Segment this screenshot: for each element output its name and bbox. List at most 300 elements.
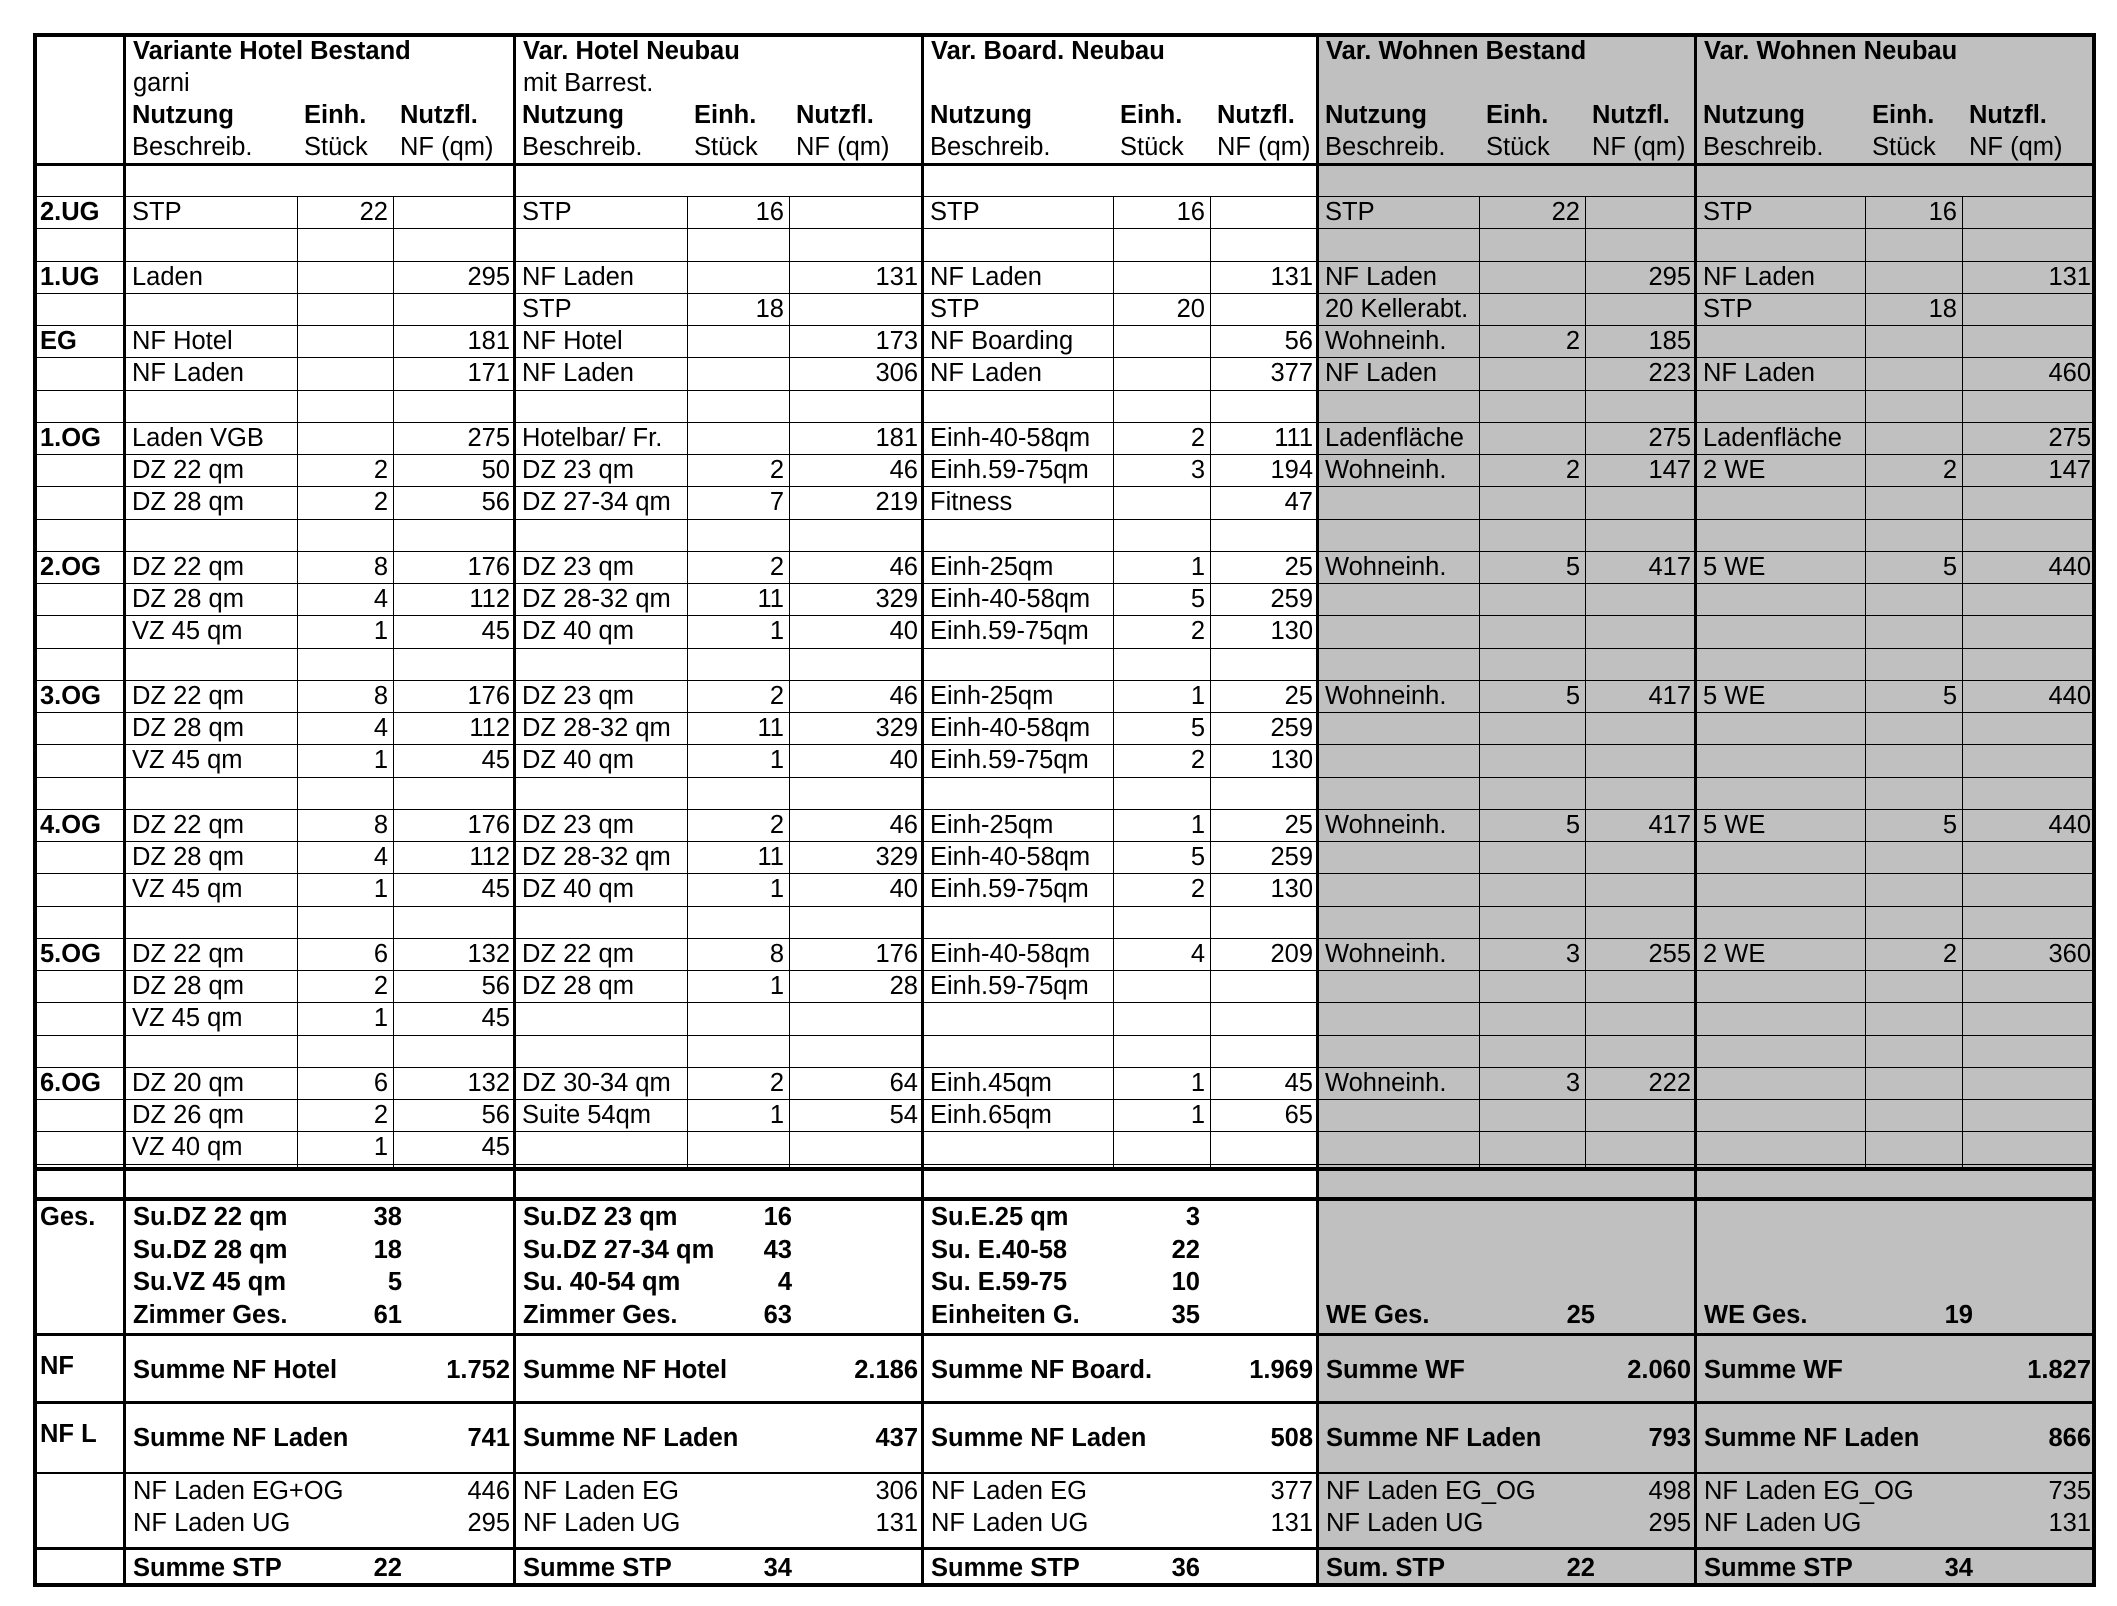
area-cell bbox=[393, 196, 515, 228]
units-cell bbox=[297, 1035, 393, 1067]
area-cell: 40 bbox=[889, 617, 918, 646]
grid-line bbox=[123, 33, 126, 1587]
units-cell: 11 bbox=[757, 843, 784, 871]
units-cell: 11 bbox=[757, 714, 784, 742]
usage-cell: Einh.65qm bbox=[930, 1101, 1052, 1129]
units-cell bbox=[1865, 390, 1962, 422]
area-cell bbox=[789, 648, 923, 680]
total-label: Zimmer Ges. bbox=[523, 1300, 678, 1329]
area-cell bbox=[393, 906, 515, 938]
floor-label bbox=[35, 583, 123, 615]
usage-cell: NF Laden bbox=[522, 359, 634, 388]
grid-line bbox=[33, 615, 2096, 616]
laden-sum-label: Summe NF Laden bbox=[1704, 1424, 1920, 1452]
area-cell: 28 bbox=[889, 972, 918, 1000]
grid-line bbox=[33, 293, 2096, 294]
units-cell: 4 bbox=[373, 714, 388, 742]
units-cell: 5 bbox=[1565, 681, 1580, 710]
usage-cell: 5 WE bbox=[1703, 552, 1766, 581]
total-label: WE Ges. bbox=[1704, 1300, 1808, 1329]
total-value: 63 bbox=[763, 1300, 792, 1329]
total-value: 4 bbox=[777, 1268, 792, 1296]
area-cell: 131 bbox=[1270, 262, 1313, 291]
usage-cell bbox=[517, 906, 687, 938]
usage-cell: 5 WE bbox=[1703, 681, 1766, 710]
total-label: Su.DZ 27-34 qm bbox=[523, 1235, 715, 1264]
total-label: Su.VZ 45 qm bbox=[133, 1268, 287, 1296]
area-cell: 417 bbox=[1648, 681, 1691, 710]
floor-label bbox=[35, 648, 123, 680]
laden-detail-value: 446 bbox=[467, 1477, 510, 1505]
units-cell bbox=[1865, 906, 1962, 938]
units-cell bbox=[1479, 744, 1585, 776]
units-cell bbox=[687, 906, 789, 938]
floor-label bbox=[35, 841, 123, 873]
laden-detail-value: 735 bbox=[2048, 1477, 2091, 1505]
area-cell bbox=[1210, 519, 1318, 551]
grid-line bbox=[789, 196, 790, 1167]
units-cell bbox=[1113, 1002, 1210, 1034]
units-cell bbox=[1865, 873, 1962, 905]
area-cell: 440 bbox=[2048, 681, 2091, 710]
usage-cell bbox=[1320, 970, 1479, 1002]
area-cell bbox=[1962, 1035, 2096, 1067]
area-cell: 171 bbox=[467, 359, 510, 388]
stp-sum-label: Summe STP bbox=[1704, 1554, 1853, 1582]
units-cell bbox=[1479, 390, 1585, 422]
units-cell: 5 bbox=[1942, 681, 1957, 710]
usage-cell bbox=[1320, 873, 1479, 905]
area-cell: 45 bbox=[481, 1004, 510, 1033]
area-cell: 147 bbox=[1648, 456, 1691, 484]
grid-line bbox=[1694, 33, 1697, 1587]
units-cell bbox=[1865, 1002, 1962, 1034]
area-cell: 64 bbox=[889, 1068, 918, 1097]
area-cell: 176 bbox=[875, 939, 918, 968]
usage-cell bbox=[1698, 1035, 1865, 1067]
units-cell: 5 bbox=[1190, 585, 1205, 613]
units-cell: 1 bbox=[373, 1004, 388, 1033]
grid-line bbox=[33, 551, 2096, 552]
usage-cell bbox=[1320, 1131, 1479, 1163]
usage-cell bbox=[1698, 777, 1865, 809]
units-cell bbox=[297, 648, 393, 680]
grid-line bbox=[33, 1067, 2096, 1068]
column-head: Nutzung bbox=[132, 101, 234, 129]
usage-cell: DZ 22 qm bbox=[132, 681, 244, 710]
area-cell: 45 bbox=[481, 746, 510, 775]
units-cell bbox=[1479, 1131, 1585, 1163]
units-cell: 1 bbox=[769, 617, 784, 646]
area-cell bbox=[1962, 519, 2096, 551]
units-cell bbox=[1479, 519, 1585, 551]
area-cell bbox=[1962, 970, 2096, 1002]
area-cell: 219 bbox=[875, 488, 918, 517]
usage-cell: NF Hotel bbox=[132, 327, 233, 355]
units-cell: 5 bbox=[1190, 714, 1205, 742]
column-head-sub: Beschreib. bbox=[1325, 133, 1446, 161]
usage-cell: Wohneinh. bbox=[1325, 327, 1447, 355]
units-cell bbox=[297, 777, 393, 809]
usage-cell: Wohneinh. bbox=[1325, 552, 1447, 581]
area-cell bbox=[1210, 906, 1318, 938]
units-cell: 2 bbox=[769, 552, 784, 581]
area-cell: 56 bbox=[481, 1101, 510, 1129]
usage-cell: STP bbox=[1325, 198, 1375, 226]
units-cell bbox=[1479, 906, 1585, 938]
units-cell: 4 bbox=[1190, 939, 1205, 968]
laden-detail-label: NF Laden EG bbox=[523, 1477, 679, 1505]
units-cell: 2 bbox=[769, 681, 784, 710]
floor-label bbox=[35, 486, 123, 518]
usage-cell: Hotelbar/ Fr. bbox=[522, 423, 663, 452]
area-cell: 46 bbox=[889, 681, 918, 710]
units-cell bbox=[1865, 841, 1962, 873]
units-cell: 1 bbox=[769, 746, 784, 775]
usage-cell: STP bbox=[930, 198, 980, 226]
column-head-sub: Beschreib. bbox=[930, 133, 1051, 161]
units-cell bbox=[297, 228, 393, 260]
nf-sum-label: Summe NF Hotel bbox=[523, 1356, 728, 1384]
column-head: Nutzfl. bbox=[796, 101, 874, 129]
variant-title: Var. Wohnen Neubau bbox=[1704, 37, 1958, 65]
area-cell: 56 bbox=[481, 488, 510, 517]
units-cell: 1 bbox=[769, 1101, 784, 1129]
area-cell bbox=[1962, 744, 2096, 776]
usage-cell bbox=[517, 1035, 687, 1067]
area-cell: 176 bbox=[467, 810, 510, 839]
grid-line bbox=[33, 938, 2096, 939]
section-label: NF bbox=[40, 1352, 74, 1380]
column-head: Einh. bbox=[694, 101, 757, 129]
units-cell: 2 bbox=[373, 1101, 388, 1129]
grid-line bbox=[33, 1035, 2096, 1036]
stp-sum-label: Summe STP bbox=[931, 1554, 1080, 1582]
units-cell bbox=[1479, 293, 1585, 325]
units-cell bbox=[1865, 583, 1962, 615]
grid-line bbox=[33, 841, 2096, 842]
area-cell: 275 bbox=[2048, 423, 2091, 452]
grid-line bbox=[1210, 196, 1211, 1167]
usage-cell: STP bbox=[930, 294, 980, 323]
usage-cell: Einh-40-58qm bbox=[930, 939, 1091, 968]
units-cell bbox=[1113, 325, 1210, 357]
usage-cell: Einh-40-58qm bbox=[930, 585, 1091, 613]
usage-cell bbox=[1698, 841, 1865, 873]
laden-detail-value: 131 bbox=[1270, 1509, 1313, 1537]
laden-detail-label: NF Laden EG+OG bbox=[133, 1477, 344, 1505]
area-cell bbox=[1585, 583, 1696, 615]
total-value: 25 bbox=[1566, 1300, 1595, 1329]
area-cell bbox=[1962, 906, 2096, 938]
grid-line bbox=[33, 1002, 2096, 1003]
area-cell bbox=[393, 228, 515, 260]
area-cell bbox=[1962, 615, 2096, 647]
area-cell: 56 bbox=[481, 972, 510, 1000]
units-cell bbox=[1113, 486, 1210, 518]
usage-cell bbox=[1320, 1002, 1479, 1034]
usage-cell: Einh.45qm bbox=[930, 1068, 1052, 1097]
units-cell bbox=[297, 422, 393, 454]
usage-cell: NF Hotel bbox=[522, 327, 623, 355]
units-cell bbox=[297, 357, 393, 389]
laden-detail-label: NF Laden EG bbox=[931, 1477, 1087, 1505]
grid-line bbox=[33, 33, 2096, 37]
units-cell bbox=[1865, 970, 1962, 1002]
area-cell bbox=[1210, 1131, 1318, 1163]
laden-sum-label: Summe NF Laden bbox=[1326, 1424, 1542, 1452]
usage-cell: NF Laden bbox=[522, 262, 634, 291]
units-cell: 8 bbox=[373, 681, 388, 710]
grid-line bbox=[1316, 33, 1319, 1587]
units-cell: 1 bbox=[1190, 1101, 1205, 1129]
laden-detail-value: 306 bbox=[875, 1477, 918, 1505]
usage-cell: DZ 28 qm bbox=[132, 972, 244, 1000]
grid-line bbox=[921, 33, 924, 1587]
usage-cell bbox=[517, 519, 687, 551]
units-cell bbox=[1865, 1131, 1962, 1163]
usage-cell: DZ 40 qm bbox=[522, 875, 634, 904]
stp-sum-value: 34 bbox=[763, 1554, 792, 1582]
total-label: Zimmer Ges. bbox=[133, 1300, 288, 1329]
usage-cell bbox=[1320, 615, 1479, 647]
floor-label bbox=[35, 1035, 123, 1067]
grid-line bbox=[33, 809, 2096, 810]
usage-cell bbox=[127, 293, 297, 325]
column-head-sub: NF (qm) bbox=[1217, 133, 1311, 161]
grid-line bbox=[33, 583, 2096, 584]
usage-cell: DZ 23 qm bbox=[522, 810, 634, 839]
area-cell: 259 bbox=[1270, 843, 1313, 871]
area-cell bbox=[789, 1035, 923, 1067]
area-cell: 132 bbox=[467, 1068, 510, 1097]
units-cell bbox=[1479, 615, 1585, 647]
usage-cell: STP bbox=[1703, 294, 1753, 323]
units-cell: 20 bbox=[1176, 294, 1205, 323]
grid-line bbox=[2092, 33, 2096, 1587]
units-cell bbox=[1113, 390, 1210, 422]
units-cell: 3 bbox=[1565, 939, 1580, 968]
area-cell bbox=[1210, 228, 1318, 260]
usage-cell bbox=[1320, 228, 1479, 260]
usage-cell: Wohneinh. bbox=[1325, 456, 1447, 484]
units-cell: 2 bbox=[373, 456, 388, 484]
nf-sum-value: 1.752 bbox=[446, 1356, 510, 1384]
usage-cell: DZ 27-34 qm bbox=[522, 488, 671, 517]
area-cell bbox=[1585, 1035, 1696, 1067]
area-cell: 173 bbox=[875, 327, 918, 355]
area-cell: 222 bbox=[1648, 1068, 1691, 1097]
area-cell: 275 bbox=[467, 423, 510, 452]
usage-cell bbox=[517, 648, 687, 680]
area-cell bbox=[393, 648, 515, 680]
column-head: Einh. bbox=[1872, 101, 1935, 129]
area-cell bbox=[1962, 648, 2096, 680]
usage-cell bbox=[1698, 1099, 1865, 1131]
area-cell bbox=[789, 1131, 923, 1163]
usage-cell bbox=[1320, 486, 1479, 518]
usage-cell bbox=[925, 519, 1113, 551]
grid-line bbox=[33, 873, 2096, 874]
nf-sum-value: 2.186 bbox=[854, 1356, 918, 1384]
spreadsheet-table bbox=[33, 33, 2096, 1587]
floor-label bbox=[35, 873, 123, 905]
units-cell: 2 bbox=[769, 1068, 784, 1097]
usage-cell bbox=[1698, 325, 1865, 357]
column-head: Nutzfl. bbox=[1592, 101, 1670, 129]
units-cell bbox=[1113, 970, 1210, 1002]
units-cell: 6 bbox=[373, 1068, 388, 1097]
floor-label bbox=[35, 777, 123, 809]
area-cell bbox=[789, 390, 923, 422]
column-head: Nutzung bbox=[522, 101, 624, 129]
area-cell bbox=[1962, 1067, 2096, 1099]
usage-cell: DZ 22 qm bbox=[132, 552, 244, 581]
units-cell: 1 bbox=[373, 617, 388, 646]
grid-line bbox=[33, 712, 2096, 713]
area-cell bbox=[1585, 970, 1696, 1002]
area-cell: 45 bbox=[1284, 1068, 1313, 1097]
stp-sum-value: 36 bbox=[1171, 1554, 1200, 1582]
floor-label bbox=[35, 390, 123, 422]
laden-detail-value: 131 bbox=[875, 1509, 918, 1537]
total-label: Su.DZ 28 qm bbox=[133, 1235, 288, 1264]
units-cell bbox=[1479, 970, 1585, 1002]
grid-line bbox=[513, 33, 516, 1587]
variant-title: Var. Board. Neubau bbox=[931, 37, 1165, 65]
units-cell bbox=[687, 1035, 789, 1067]
column-head: Einh. bbox=[304, 101, 367, 129]
units-cell: 2 bbox=[769, 456, 784, 484]
area-cell bbox=[1585, 486, 1696, 518]
usage-cell: Einh.59-75qm bbox=[930, 972, 1089, 1000]
area-cell bbox=[1962, 228, 2096, 260]
total-label: Su. E.59-75 bbox=[931, 1268, 1068, 1296]
area-cell bbox=[1962, 873, 2096, 905]
column-head-sub: Stück bbox=[1872, 133, 1936, 161]
usage-cell: 2 WE bbox=[1703, 456, 1766, 484]
usage-cell bbox=[127, 906, 297, 938]
section-label: NF L bbox=[40, 1420, 97, 1448]
grid-line bbox=[33, 1472, 2096, 1474]
column-head: Nutzfl. bbox=[400, 101, 478, 129]
floor-label: 5.OG bbox=[40, 939, 101, 968]
total-label: Su. 40-54 qm bbox=[523, 1268, 681, 1296]
variant-title: Var. Hotel Neubau bbox=[523, 37, 740, 65]
total-value: 35 bbox=[1171, 1300, 1200, 1329]
usage-cell bbox=[1320, 712, 1479, 744]
grid-line bbox=[33, 454, 2096, 455]
units-cell: 16 bbox=[1928, 198, 1957, 226]
units-cell bbox=[297, 261, 393, 293]
usage-cell: VZ 45 qm bbox=[132, 746, 243, 775]
grid-line bbox=[33, 357, 2096, 358]
variant-subtitle: garni bbox=[133, 69, 190, 97]
area-cell: 306 bbox=[875, 359, 918, 388]
units-cell bbox=[687, 777, 789, 809]
usage-cell: DZ 28 qm bbox=[132, 488, 244, 517]
area-cell bbox=[1585, 390, 1696, 422]
floor-label bbox=[35, 744, 123, 776]
column-head-sub: NF (qm) bbox=[796, 133, 890, 161]
units-cell bbox=[297, 293, 393, 325]
area-cell bbox=[1585, 841, 1696, 873]
usage-cell: Wohneinh. bbox=[1325, 1068, 1447, 1097]
units-cell: 16 bbox=[1176, 198, 1205, 226]
total-value bbox=[1876, 1266, 1978, 1298]
usage-cell: Ladenfläche bbox=[1703, 423, 1842, 452]
area-cell: 255 bbox=[1648, 939, 1691, 968]
units-cell bbox=[1479, 357, 1585, 389]
total-value: 19 bbox=[1944, 1300, 1973, 1329]
area-cell bbox=[1585, 1099, 1696, 1131]
units-cell: 8 bbox=[769, 939, 784, 968]
units-cell bbox=[1479, 873, 1585, 905]
area-cell bbox=[789, 777, 923, 809]
usage-cell: Einh-40-58qm bbox=[930, 843, 1091, 871]
column-head-sub: Stück bbox=[1486, 133, 1550, 161]
usage-cell bbox=[1320, 744, 1479, 776]
area-cell: 295 bbox=[467, 262, 510, 291]
area-cell: 176 bbox=[467, 681, 510, 710]
usage-cell: NF Laden bbox=[930, 262, 1042, 291]
units-cell bbox=[1479, 261, 1585, 293]
usage-cell bbox=[127, 390, 297, 422]
units-cell: 1 bbox=[373, 1133, 388, 1162]
laden-detail-label: NF Laden UG bbox=[931, 1509, 1089, 1537]
usage-cell bbox=[925, 777, 1113, 809]
usage-cell bbox=[127, 1035, 297, 1067]
floor-label bbox=[35, 228, 123, 260]
area-cell bbox=[789, 519, 923, 551]
usage-cell bbox=[127, 648, 297, 680]
units-cell bbox=[1865, 1067, 1962, 1099]
area-cell bbox=[789, 196, 923, 228]
area-cell bbox=[1585, 1002, 1696, 1034]
area-cell bbox=[1962, 390, 2096, 422]
area-cell bbox=[1962, 1002, 2096, 1034]
usage-cell: 2 WE bbox=[1703, 939, 1766, 968]
area-cell bbox=[1585, 712, 1696, 744]
units-cell bbox=[1865, 486, 1962, 518]
floor-label: 1.UG bbox=[40, 262, 100, 291]
usage-cell bbox=[1698, 390, 1865, 422]
total-label: Su.E.25 qm bbox=[931, 1203, 1069, 1231]
grid-line bbox=[33, 1583, 2096, 1587]
units-cell: 18 bbox=[755, 294, 784, 323]
usage-cell: Einh-40-58qm bbox=[930, 714, 1091, 742]
grid-line bbox=[33, 1401, 2096, 1404]
usage-cell: Einh.59-75qm bbox=[930, 617, 1089, 646]
laden-detail-value: 295 bbox=[1648, 1509, 1691, 1537]
units-cell: 8 bbox=[373, 810, 388, 839]
area-cell: 25 bbox=[1284, 552, 1313, 581]
units-cell: 2 bbox=[1942, 456, 1957, 484]
area-cell: 377 bbox=[1270, 359, 1313, 388]
column-head-sub: Stück bbox=[1120, 133, 1184, 161]
usage-cell: DZ 28 qm bbox=[522, 972, 634, 1000]
area-cell bbox=[1210, 1002, 1318, 1034]
units-cell: 2 bbox=[1565, 456, 1580, 484]
column-head: Nutzfl. bbox=[1969, 101, 2047, 129]
usage-cell: Wohneinh. bbox=[1325, 939, 1447, 968]
column-head-sub: NF (qm) bbox=[1969, 133, 2063, 161]
floor-label: 4.OG bbox=[40, 810, 101, 839]
total-label: WE Ges. bbox=[1326, 1300, 1430, 1329]
units-cell bbox=[687, 357, 789, 389]
area-cell: 54 bbox=[889, 1101, 918, 1129]
laden-detail-label: NF Laden UG bbox=[1704, 1509, 1862, 1537]
